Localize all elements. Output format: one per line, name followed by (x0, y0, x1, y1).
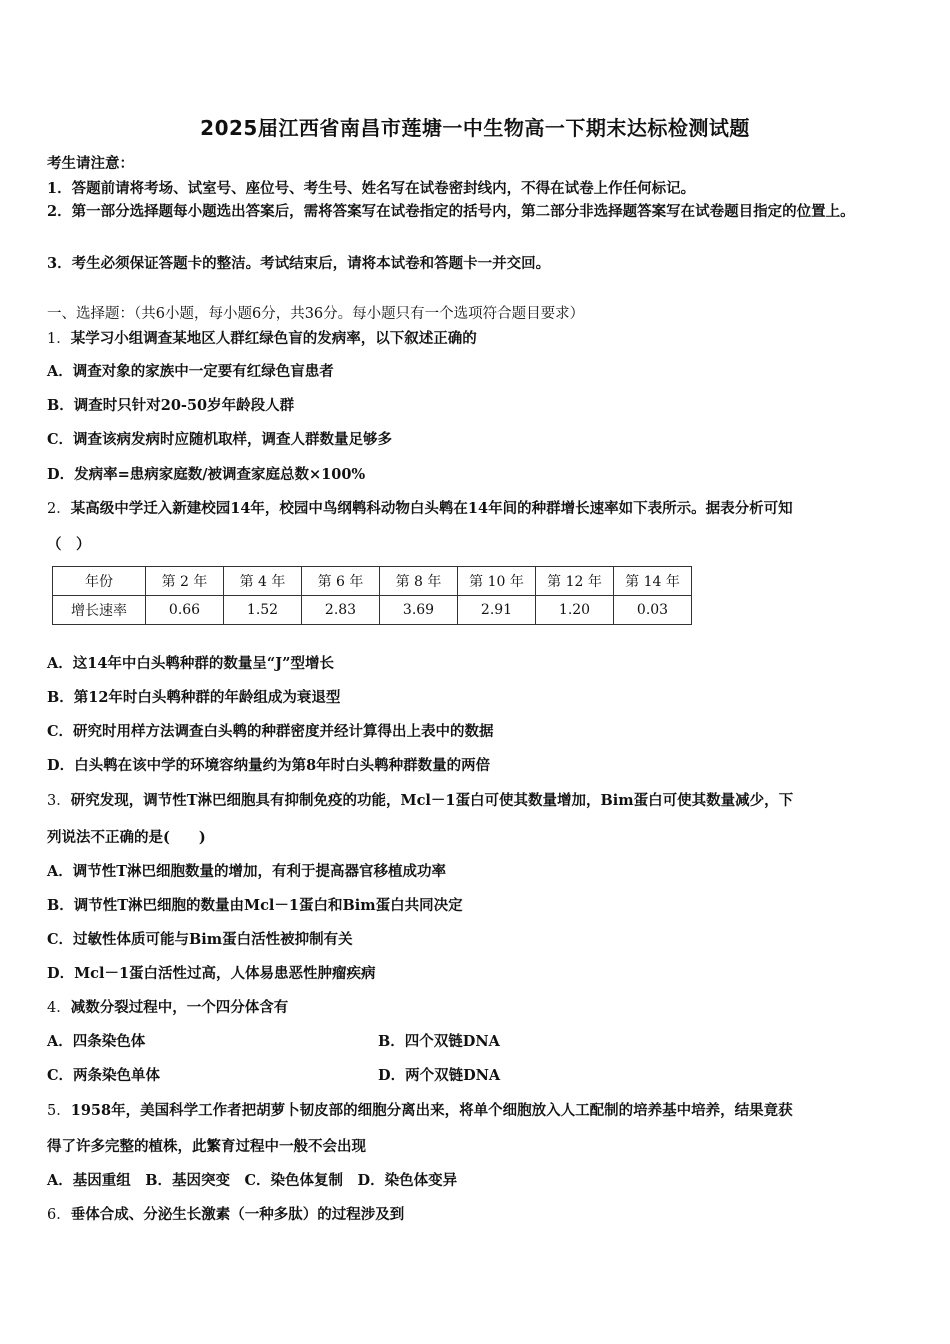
q4-option-d: D．两个双链DNA (378, 1067, 501, 1084)
notice-item-1: 1．答题前请将考场、试室号、座位号、考生号、姓名写在试卷密封线内，不得在试卷上作任何标记。 (47, 180, 696, 197)
question-2-number: 2． (47, 501, 71, 517)
q1-option-b: B．调查时只针对20-50岁年龄段人群 (47, 397, 295, 414)
question-5-number: 5． (47, 1103, 71, 1119)
table-header-cell: 第 10 年 (458, 567, 536, 596)
table-header-cell: 第 2 年 (146, 567, 224, 596)
table-header-cell: 第 14 年 (614, 567, 692, 596)
question-4 (47, 996, 288, 1017)
question-5 (47, 1099, 793, 1120)
table-header-cell: 第 12 年 (536, 567, 614, 596)
table-cell: 0.03 (614, 596, 692, 625)
q5-options: A．基因重组 B．基因突变 C．染色体复制 D．染色体变异 (47, 1172, 458, 1189)
table-cell: 0.66 (146, 596, 224, 625)
q1-option-a: A．调查对象的家族中一定要有红绿色盲患者 (47, 363, 334, 380)
q1-option-d: D．发病率=患病家庭数/被调查家庭总数×100% (47, 466, 366, 483)
question-5-stem-line2: 得了许多完整的植株，此繁育过程中一般不会出现 (47, 1138, 366, 1155)
table-header-cell: 第 6 年 (302, 567, 380, 596)
question-3-number: 3． (47, 793, 71, 809)
question-5-stem-line1: 1958年，美国科学工作者把胡萝卜韧皮部的细胞分离出来，将单个细胞放入人工配制的培养基中培养，结果竟获 (70, 1102, 793, 1119)
question-2-stem: 某高级中学迁入新建校园14年，校园中鸟纲鹎科动物白头鹎在14年间的种群增长速率如下表所示。据表分析可知 (70, 500, 793, 517)
table-cell: 2.91 (458, 596, 536, 625)
question-3-stem-line2: 列说法不正确的是( ) (47, 829, 206, 846)
section-heading: 一、选择题：（共6小题，每小题6分，共36分。每小题只有一个选项符合题目要求） (47, 306, 585, 322)
question-3-stem-line1: 研究发现，调节性T淋巴细胞具有抑制免疫的功能，Mcl－1蛋白可使其数量增加，Bim蛋白可使其数量减少，下 (70, 792, 794, 809)
table-header-cell: 第 8 年 (380, 567, 458, 596)
q3-option-d: D．Mcl－1蛋白活性过高，人体易患恶性肿瘤疾病 (47, 965, 376, 982)
question-6-stem: 垂体合成、分泌生长激素（一种多肽）的过程涉及到 (70, 1206, 405, 1223)
notice-item-2: 2．第一部分选择题每小题选出答案后，需将答案写在试卷指定的括号内，第二部分非选择题答案写在试卷题目指定的位置上。 (47, 203, 855, 220)
q2-option-d: D．白头鹎在该中学的环境容纳量约为第8年时白头鹎种群数量的两倍 (47, 757, 491, 774)
q4-option-b: B．四个双链DNA (378, 1033, 500, 1050)
question-3 (47, 789, 793, 810)
table-row (53, 596, 692, 625)
table-cell: 2.83 (302, 596, 380, 625)
question-4-stem: 减数分裂过程中，一个四分体含有 (70, 999, 289, 1016)
growth-rate-table (52, 566, 692, 625)
table-header-cell: 年份 (53, 567, 146, 596)
q3-option-b: B．调节性T淋巴细胞的数量由Mcl－1蛋白和Bim蛋白共同决定 (47, 897, 463, 914)
q3-option-a: A．调节性T淋巴细胞数量的增加，有利于提高器官移植成功率 (47, 863, 447, 880)
q1-option-c: C．调查该病发病时应随机取样，调查人群数量足够多 (47, 431, 393, 448)
table-cell: 增长速率 (53, 596, 146, 625)
question-2-paren: （ ） (47, 536, 91, 553)
q2-option-a: A．这14年中白头鹎种群的数量呈“J”型增长 (47, 655, 334, 672)
question-1-stem: 某学习小组调查某地区人群红绿色盲的发病率，以下叙述正确的 (70, 330, 477, 347)
question-4-number: 4． (47, 1000, 71, 1016)
q2-option-b: B．第12年时白头鹎种群的年龄组成为衰退型 (47, 689, 341, 706)
q4-option-c: C．两条染色单体 (47, 1067, 161, 1084)
notice-heading: 考生请注意： (47, 155, 134, 172)
exam-title: 2025届江西省南昌市莲塘一中生物高一下期末达标检测试题 (200, 116, 750, 140)
q3-option-c: C．过敏性体质可能与Bim蛋白活性被抑制有关 (47, 931, 353, 948)
table-header-row (53, 567, 692, 596)
table-cell: 1.20 (536, 596, 614, 625)
question-6 (47, 1203, 404, 1224)
q2-option-c: C．研究时用样方法调查白头鹎的种群密度并经计算得出上表中的数据 (47, 723, 494, 740)
question-1-number: 1． (47, 331, 71, 347)
question-1 (47, 327, 477, 348)
table-cell: 3.69 (380, 596, 458, 625)
question-2 (47, 497, 793, 518)
q4-option-a: A．四条染色体 (47, 1033, 146, 1050)
notice-item-3: 3．考生必须保证答题卡的整洁。考试结束后，请将本试卷和答题卡一并交回。 (47, 255, 551, 272)
question-6-number: 6． (47, 1207, 71, 1223)
table-header-cell: 第 4 年 (224, 567, 302, 596)
table-cell: 1.52 (224, 596, 302, 625)
